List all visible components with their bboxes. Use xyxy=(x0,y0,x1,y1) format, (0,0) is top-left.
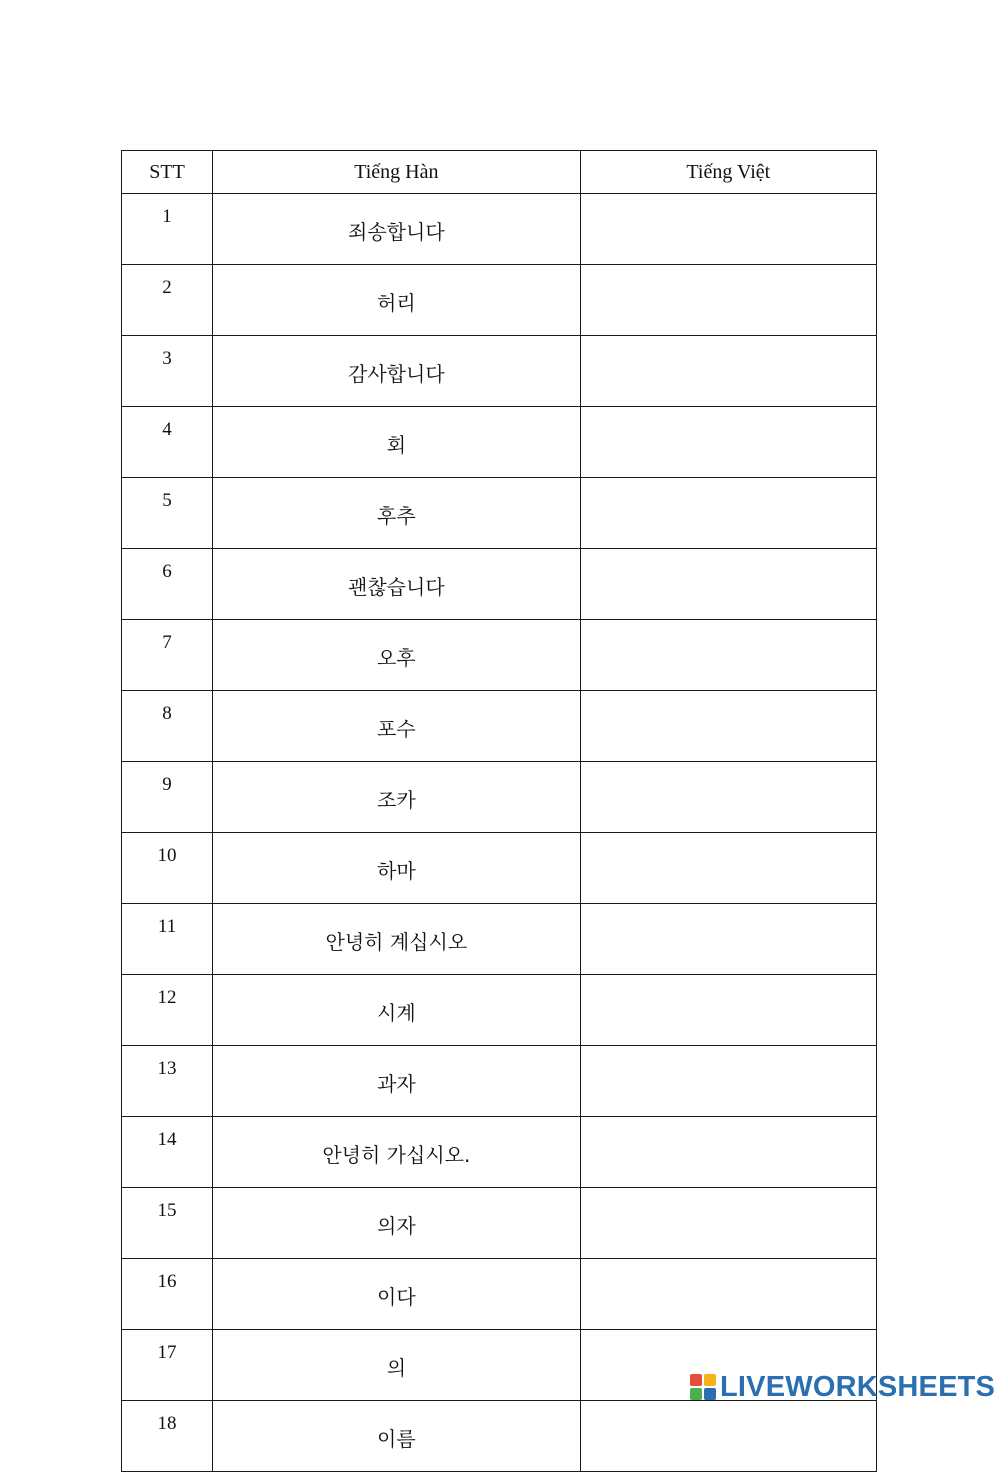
liveworksheets-logo-icon xyxy=(690,1374,716,1400)
table-row xyxy=(122,265,877,336)
table-row xyxy=(122,336,877,407)
row-number: 15 xyxy=(122,1188,213,1259)
korean-word: 의 xyxy=(213,1330,580,1401)
table-row xyxy=(122,478,877,549)
row-number: 17 xyxy=(122,1330,213,1401)
logo-square-red xyxy=(690,1374,702,1386)
table-row xyxy=(122,1259,877,1330)
korean-word: 괜찮습니다 xyxy=(213,549,580,620)
korean-word: 회 xyxy=(213,407,580,478)
table-row xyxy=(122,904,877,975)
row-number: 13 xyxy=(122,1046,213,1117)
vietnamese-answer-field[interactable] xyxy=(580,549,876,620)
korean-word: 조카 xyxy=(213,762,580,833)
table-row xyxy=(122,407,877,478)
table-body xyxy=(122,194,877,1472)
vocabulary-table xyxy=(121,150,877,1472)
table-row xyxy=(122,1401,877,1472)
vietnamese-answer-field[interactable] xyxy=(580,478,876,549)
korean-word: 하마 xyxy=(213,833,580,904)
vietnamese-answer-field[interactable] xyxy=(580,1046,876,1117)
vietnamese-answer-field[interactable] xyxy=(580,265,876,336)
table-row xyxy=(122,833,877,904)
table-row xyxy=(122,194,877,265)
vietnamese-answer-field[interactable] xyxy=(580,1117,876,1188)
table-row xyxy=(122,1046,877,1117)
vietnamese-answer-field[interactable] xyxy=(580,1259,876,1330)
table-row xyxy=(122,975,877,1046)
row-number: 1 xyxy=(122,194,213,265)
vietnamese-answer-field[interactable] xyxy=(580,1188,876,1259)
vietnamese-answer-field[interactable] xyxy=(580,620,876,691)
korean-word: 감사합니다 xyxy=(213,336,580,407)
vietnamese-answer-field[interactable] xyxy=(580,904,876,975)
row-number: 5 xyxy=(122,478,213,549)
vietnamese-answer-field[interactable] xyxy=(580,336,876,407)
korean-word: 오후 xyxy=(213,620,580,691)
table-row xyxy=(122,1117,877,1188)
table-header-row xyxy=(122,151,877,194)
vietnamese-answer-field[interactable] xyxy=(580,691,876,762)
row-number: 2 xyxy=(122,265,213,336)
row-number: 12 xyxy=(122,975,213,1046)
korean-word: 과자 xyxy=(213,1046,580,1117)
logo-square-yellow xyxy=(704,1374,716,1386)
header-stt: STT xyxy=(122,151,213,194)
vietnamese-answer-field[interactable] xyxy=(580,833,876,904)
row-number: 16 xyxy=(122,1259,213,1330)
logo-square-green xyxy=(690,1388,702,1400)
table-row xyxy=(122,1188,877,1259)
row-number: 10 xyxy=(122,833,213,904)
row-number: 8 xyxy=(122,691,213,762)
logo-square-blue xyxy=(704,1388,716,1400)
header-vietnamese: Tiếng Việt xyxy=(580,151,876,194)
korean-word: 포수 xyxy=(213,691,580,762)
liveworksheets-brand[interactable] xyxy=(690,1372,995,1402)
row-number: 4 xyxy=(122,407,213,478)
row-number: 18 xyxy=(122,1401,213,1472)
vietnamese-answer-field[interactable] xyxy=(580,407,876,478)
table-row xyxy=(122,691,877,762)
korean-word: 죄송합니다 xyxy=(213,194,580,265)
korean-word: 안녕히 가십시오. xyxy=(213,1117,580,1188)
korean-word: 허리 xyxy=(213,265,580,336)
vietnamese-answer-field[interactable] xyxy=(580,975,876,1046)
brand-name: LIVEWORKSHEETS xyxy=(720,1371,996,1403)
korean-word: 후추 xyxy=(213,478,580,549)
row-number: 3 xyxy=(122,336,213,407)
header-korean: Tiếng Hàn xyxy=(213,151,580,194)
table-row xyxy=(122,620,877,691)
row-number: 6 xyxy=(122,549,213,620)
vietnamese-answer-field[interactable] xyxy=(580,194,876,265)
row-number: 11 xyxy=(122,904,213,975)
korean-word: 의자 xyxy=(213,1188,580,1259)
table-row xyxy=(122,762,877,833)
korean-word: 안녕히 계십시오 xyxy=(213,904,580,975)
row-number: 9 xyxy=(122,762,213,833)
vietnamese-answer-field[interactable] xyxy=(580,762,876,833)
korean-word: 이다 xyxy=(213,1259,580,1330)
table-row xyxy=(122,549,877,620)
vietnamese-answer-field[interactable] xyxy=(580,1401,876,1472)
korean-word: 시계 xyxy=(213,975,580,1046)
korean-word: 이름 xyxy=(213,1401,580,1472)
row-number: 14 xyxy=(122,1117,213,1188)
row-number: 7 xyxy=(122,620,213,691)
